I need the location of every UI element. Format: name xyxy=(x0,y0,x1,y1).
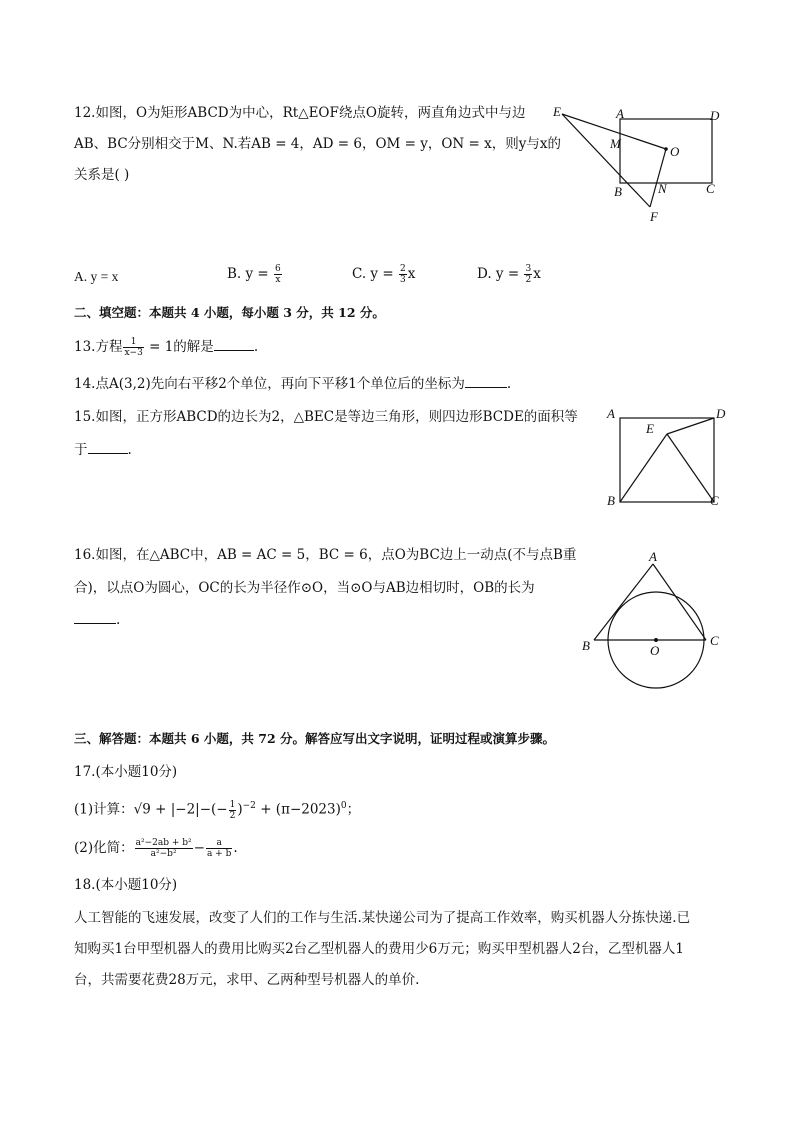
q16-line2: 合)，以点O为圆心，OC的长为半径作⊙O，当⊙O与AB边相切时，OB的长为 xyxy=(74,580,535,596)
q15-line1: 15.如图，正方形ABCD的边长为2，△BEC是等边三角形，则四边形BCDE的面积等 xyxy=(74,409,578,425)
q16-figure xyxy=(576,546,726,696)
q12-label-n: N xyxy=(658,181,667,196)
q14-answer-blank[interactable] xyxy=(465,375,507,388)
q16-answer-blank[interactable] xyxy=(74,611,116,624)
q15-figure xyxy=(604,404,734,509)
q14: 14.点A(3,2)先向右平移2个单位，再向下平移1个单位后的坐标为 . xyxy=(74,376,512,392)
q16-label-c: C xyxy=(710,633,719,648)
q15-label-a: A xyxy=(607,406,615,421)
q17-part1: (1)计算：√9 + |−2|−(− $\frac{1}{2}$ )$^{-2} + (\pi-2023)^0$； xyxy=(74,799,361,821)
q17-part2: (2)化简： $\frac{\text{a²−2ab + b²}}{\text{a²−b²}}$ − $\frac{a}{a + b}$ . xyxy=(74,838,238,859)
q12-figure xyxy=(552,104,722,224)
q15-answer-blank[interactable] xyxy=(88,441,128,454)
q18-line1: 人工智能的飞速发展，改变了人们的工作与生活.某快递公司为了提高工作效率，购买机器人分拣快递.已 xyxy=(74,910,691,926)
q16-line3: . xyxy=(74,611,120,629)
q12-option-b: B. y = $\frac{6}{x}$ xyxy=(227,264,281,285)
q15-line2: 于 . xyxy=(74,442,132,458)
q15-label-d: D xyxy=(716,406,726,421)
q16-label-a: A xyxy=(649,549,657,564)
q13: 13.方程 $\frac{1}{x-3}$ = 1的解是 . xyxy=(74,337,259,358)
q17-title: 17.(本小题10分) xyxy=(74,764,178,780)
q12-line2: AB、BC分别相交于M、N.若AB = 4，AD = 6，OM = y，ON = x，则y与x的 xyxy=(74,136,561,152)
q13-answer-blank[interactable] xyxy=(214,338,254,351)
section2-heading: 二、填空题：本题共 4 小题，每小题 3 分，共 12 分。 xyxy=(74,305,385,320)
q15-label-c: C xyxy=(710,493,719,508)
q12-label-b: B xyxy=(614,184,622,199)
q12-line3: 关系是( ) xyxy=(74,167,130,183)
q12-label-c: C xyxy=(706,181,715,196)
q15-label-e: E xyxy=(646,421,654,436)
q18-line2: 知购买1台甲型机器人的费用比购买2台乙型机器人的费用少6万元；购买甲型机器人2台，乙型机器人1 xyxy=(74,941,684,957)
q16-line1: 16.如图，在△ABC中，AB = AC = 5，BC = 6，点O为BC边上一动点(不与点B重 xyxy=(74,547,577,563)
q18-line3: 台，共需要花费28万元，求甲、乙两种型号机器人的单价. xyxy=(74,972,420,988)
section3-heading: 三、解答题：本题共 6 小题，共 72 分。解答应写出文字说明，证明过程或演算步骤。 xyxy=(74,731,556,746)
q12-option-a: A. y = x xyxy=(74,269,119,284)
q12-label-a: A xyxy=(616,106,624,121)
q16-label-o: O xyxy=(650,643,660,658)
q12-line1: 12.如图，O为矩形ABCD为中心，Rt△EOF绕点O旋转，两直角边式中与边 xyxy=(74,105,526,121)
q12-label-m: M xyxy=(610,136,621,151)
q18-title: 18.(本小题10分) xyxy=(74,877,178,893)
q12-label-d: D xyxy=(710,108,720,123)
q12-label-f: F xyxy=(650,209,658,224)
q12-option-d: D. y = $\frac{3}{2}$ x xyxy=(477,264,541,285)
q12-label-o: O xyxy=(670,144,680,159)
q16-label-b: B xyxy=(582,638,590,653)
q15-label-b: B xyxy=(607,493,615,508)
q12-option-c: C. y = $\frac{2}{3}$ x xyxy=(352,264,416,285)
q12-label-e: E xyxy=(553,104,561,119)
